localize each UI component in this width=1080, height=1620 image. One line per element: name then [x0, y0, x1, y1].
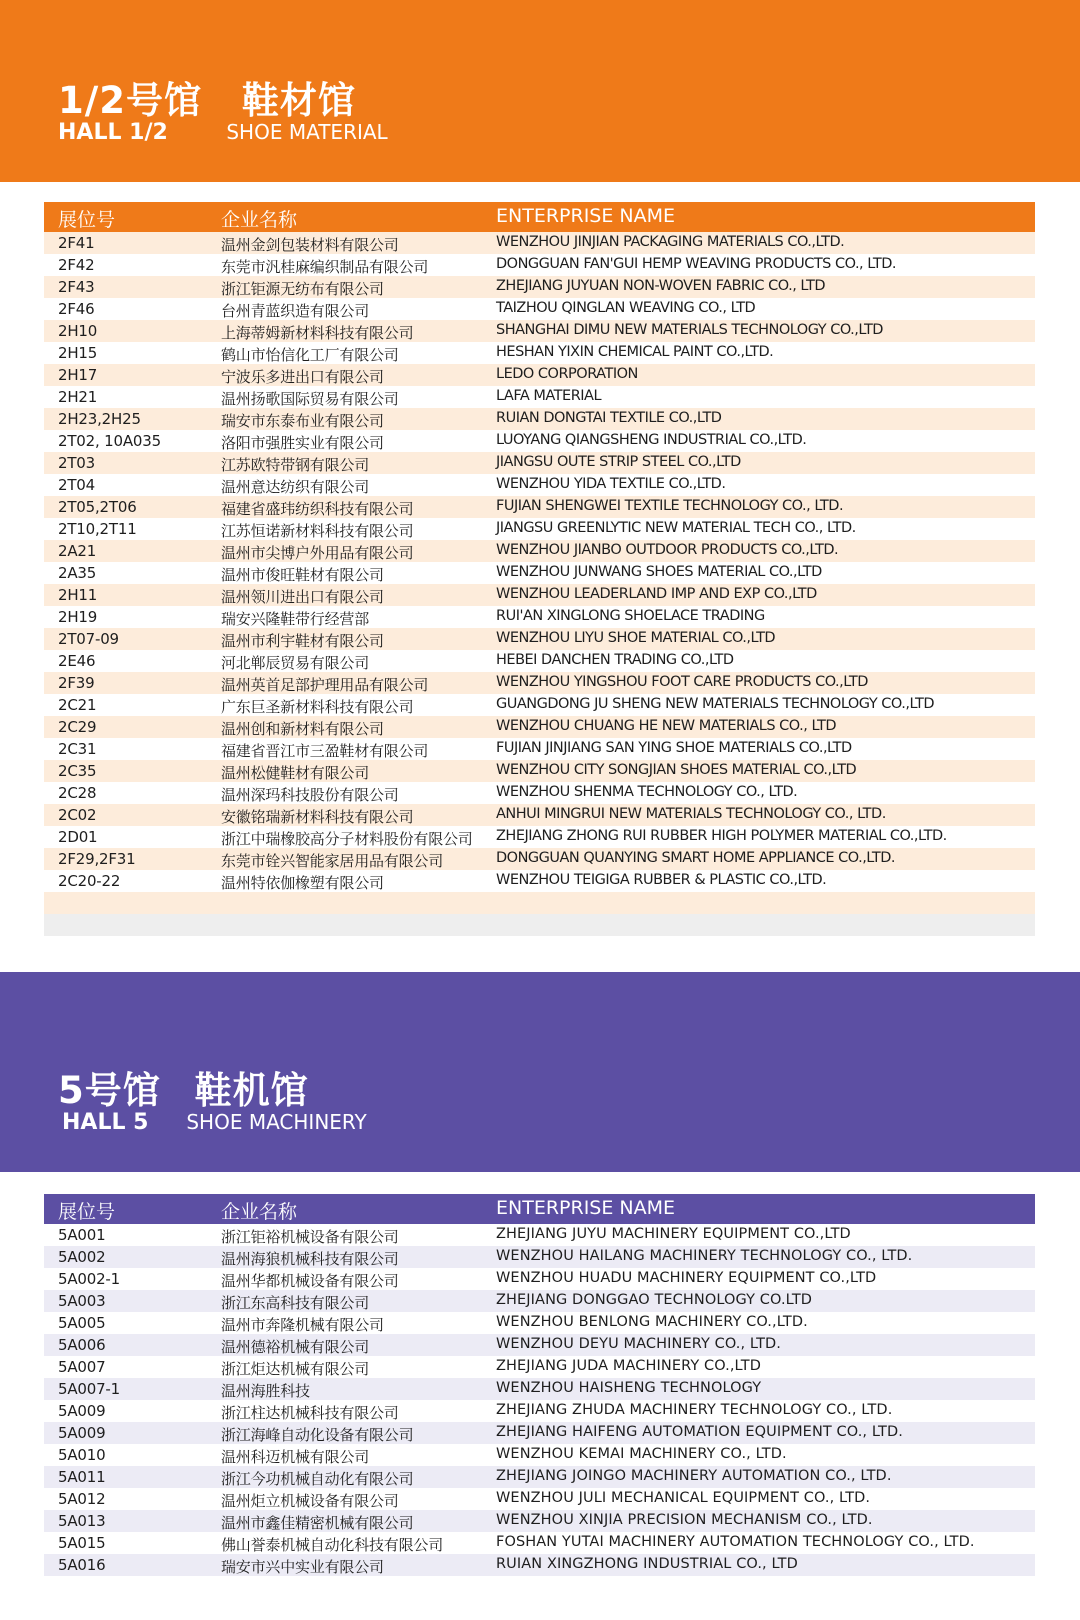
company-name-en: WENZHOU HAILANG MACHINERY TECHNOLOGY CO., LTD.: [496, 1248, 913, 1264]
table-row: [44, 1378, 1035, 1400]
company-name-cn: 瑞安兴隆鞋带行经营部: [221, 610, 370, 628]
hall-5-title-en: [62, 1110, 367, 1135]
company-name-cn: 温州金剑包装材料有限公司: [221, 236, 399, 254]
company-name-cn: 温州德裕机械有限公司: [221, 1338, 370, 1356]
table-row: [44, 1356, 1035, 1378]
booth-number: 2A35: [58, 564, 97, 582]
company-name-en: FOSHAN YUTAI MACHINERY AUTOMATION TECHNOLOGY CO., LTD.: [496, 1534, 975, 1550]
booth-number: 5A007: [58, 1358, 106, 1376]
table-row: [44, 1312, 1035, 1334]
company-name-en: FUJIAN SHENGWEI TEXTILE TECHNOLOGY CO., LTD.: [496, 498, 844, 514]
company-name-cn: 浙江海峰自动化设备有限公司: [221, 1426, 414, 1444]
company-name-cn: 东莞市汎桂麻编织制品有限公司: [221, 258, 429, 276]
header-company-cn: 企业名称: [221, 209, 298, 231]
table-row: [44, 782, 1035, 804]
company-name-en: DONGGUAN FAN'GUI HEMP WEAVING PRODUCTS CO., LTD.: [496, 256, 896, 272]
table-row: [44, 738, 1035, 760]
company-name-en: TAIZHOU QINGLAN WEAVING CO., LTD: [496, 300, 756, 316]
table-row: [44, 474, 1035, 496]
table-row: [44, 870, 1035, 892]
booth-number: 5A007-1: [58, 1380, 120, 1398]
table-row: [44, 1224, 1035, 1246]
hall-5-number-en: HALL 5: [62, 1110, 149, 1135]
company-name-en: WENZHOU XINJIA PRECISION MECHANISM CO., LTD.: [496, 1512, 873, 1528]
company-name-cn: 浙江炬达机械有限公司: [221, 1360, 370, 1378]
header-booth-no: 展位号: [58, 209, 116, 231]
company-name-en: JIANGSU OUTE STRIP STEEL CO.,LTD: [496, 454, 741, 470]
table-row: [44, 430, 1035, 452]
table-row: [44, 826, 1035, 848]
booth-number: 2T10,2T11: [58, 520, 137, 538]
company-name-en: WENZHOU JULI MECHANICAL EQUIPMENT CO., LTD.: [496, 1490, 871, 1506]
table-row: [44, 452, 1035, 474]
table-row: [44, 1334, 1035, 1356]
company-name-cn: 温州华都机械设备有限公司: [221, 1272, 399, 1290]
table-row: [44, 1444, 1035, 1466]
hall-12-number-en: HALL 1/2: [58, 120, 168, 145]
company-name-cn: 江苏欧特带钢有限公司: [221, 456, 370, 474]
company-name-cn: 温州松健鞋材有限公司: [221, 764, 370, 782]
company-name-en: WENZHOU BENLONG MACHINERY CO.,LTD.: [496, 1314, 808, 1330]
company-name-cn: 温州市利宇鞋材有限公司: [221, 632, 384, 650]
company-name-en: WENZHOU JINJIAN PACKAGING MATERIALS CO.,LTD.: [496, 234, 845, 250]
booth-number: 5A005: [58, 1314, 106, 1332]
company-name-en: WENZHOU LEADERLAND IMP AND EXP CO.,LTD: [496, 586, 817, 602]
booth-number: 2C20-22: [58, 872, 121, 890]
company-name-cn: 安徽铭瑞新材料科技有限公司: [221, 808, 414, 826]
table-row: [44, 1554, 1035, 1576]
company-name-en: RUIAN DONGTAI TEXTILE CO.,LTD: [496, 410, 722, 426]
company-name-cn: 温州特依伽橡塑有限公司: [221, 874, 384, 892]
company-name-en: WENZHOU JUNWANG SHOES MATERIAL CO.,LTD: [496, 564, 822, 580]
company-name-cn: 佛山誉泰机械自动化科技有限公司: [221, 1536, 444, 1554]
hall-12-category-cn: 鞋材馆: [241, 79, 356, 122]
table-row: [44, 848, 1035, 870]
table-header: [44, 202, 1035, 232]
company-name-en: WENZHOU HAISHENG TECHNOLOGY: [496, 1380, 762, 1396]
table-row: [44, 364, 1035, 386]
company-name-en: LEDO CORPORATION: [496, 366, 638, 382]
table-row: [44, 1510, 1035, 1532]
company-name-cn: 福建省晋江市三盈鞋材有限公司: [221, 742, 429, 760]
hall-5-category-cn: 鞋机馆: [194, 1069, 309, 1112]
table-row: [44, 320, 1035, 342]
table-row: [44, 1466, 1035, 1488]
booth-number: 2H10: [58, 322, 98, 340]
booth-number: 2H23,2H25: [58, 410, 141, 428]
company-name-cn: 东莞市铨兴智能家居用品有限公司: [221, 852, 444, 870]
table-row: [44, 760, 1035, 782]
table-row: [44, 1532, 1035, 1554]
booth-number: 2H21: [58, 388, 98, 406]
booth-number: 2H15: [58, 344, 98, 362]
company-name-en: ZHEJIANG ZHUDA MACHINERY TECHNOLOGY CO., LTD.: [496, 1402, 893, 1418]
company-name-cn: 温州炬立机械设备有限公司: [221, 1492, 399, 1510]
table-row: [44, 584, 1035, 606]
company-name-cn: 温州英首足部护理用品有限公司: [221, 676, 429, 694]
company-name-cn: 浙江柱达机械科技有限公司: [221, 1404, 399, 1422]
header-company-en: ENTERPRISE NAME: [496, 1197, 676, 1219]
table-row: [44, 254, 1035, 276]
table-row: [44, 672, 1035, 694]
booth-number: 2A21: [58, 542, 97, 560]
hall-12-title-cn: [58, 70, 356, 124]
hall-5-title-cn: [58, 1060, 309, 1114]
company-name-en: ANHUI MINGRUI NEW MATERIALS TECHNOLOGY CO., LTD.: [496, 806, 886, 822]
company-name-cn: 洛阳市强胜实业有限公司: [221, 434, 384, 452]
company-name-en: ZHEJIANG JOINGO MACHINERY AUTOMATION CO., LTD.: [496, 1468, 892, 1484]
booth-number: 2H11: [58, 586, 98, 604]
booth-number: 2F39: [58, 674, 95, 692]
company-name-en: HEBEI DANCHEN TRADING CO.,LTD: [496, 652, 734, 668]
booth-number: 2F42: [58, 256, 95, 274]
booth-number: 2T07-09: [58, 630, 119, 648]
company-name-en: WENZHOU CITY SONGJIAN SHOES MATERIAL CO.,LTD: [496, 762, 857, 778]
company-name-cn: 温州深玛科技股份有限公司: [221, 786, 399, 804]
table-row: [44, 1422, 1035, 1444]
company-name-en: FUJIAN JINJIANG SAN YING SHOE MATERIALS CO.,LTD: [496, 740, 852, 756]
booth-number: 5A015: [58, 1534, 106, 1552]
booth-number: 2T04: [58, 476, 95, 494]
company-name-en: WENZHOU TEIGIGA RUBBER & PLASTIC CO.,LTD.: [496, 872, 827, 888]
company-name-cn: 温州意达纺织有限公司: [221, 478, 370, 496]
table-blank-row: [44, 914, 1035, 936]
hall-12-category-en: SHOE MATERIAL: [226, 120, 388, 144]
company-name-cn: 温州科迈机械有限公司: [221, 1448, 370, 1466]
booth-number: 5A011: [58, 1468, 106, 1486]
table-row: [44, 276, 1035, 298]
hall-5-rows: [44, 1224, 1035, 1576]
company-name-cn: 广东巨圣新材料科技有限公司: [221, 698, 414, 716]
table-row: [44, 1400, 1035, 1422]
booth-number: 5A002-1: [58, 1270, 120, 1288]
booth-number: 2T02, 10A035: [58, 432, 161, 450]
booth-number: 2C35: [58, 762, 97, 780]
table-row: [44, 232, 1035, 254]
hall-12-banner: [0, 0, 1080, 182]
company-name-en: HESHAN YIXIN CHEMICAL PAINT CO.,LTD.: [496, 344, 774, 360]
hall-5-category-en: SHOE MACHINERY: [186, 1110, 367, 1134]
booth-number: 2C28: [58, 784, 97, 802]
booth-number: 2T03: [58, 454, 95, 472]
booth-number: 2C21: [58, 696, 97, 714]
booth-number: 2F43: [58, 278, 95, 296]
table-row: [44, 1246, 1035, 1268]
company-name-cn: 浙江钜源无纺布有限公司: [221, 280, 384, 298]
table-row: [44, 562, 1035, 584]
booth-number: 5A012: [58, 1490, 106, 1508]
company-name-cn: 温州市俊旺鞋材有限公司: [221, 566, 384, 584]
company-name-en: ZHEJIANG JUDA MACHINERY CO.,LTD: [496, 1358, 761, 1374]
company-name-cn: 鹤山市怡信化工厂有限公司: [221, 346, 399, 364]
company-name-cn: 温州扬歌国际贸易有限公司: [221, 390, 399, 408]
hall-5-exhibitor-table: [44, 1194, 1035, 1576]
booth-number: 5A009: [58, 1402, 106, 1420]
company-name-en: ZHEJIANG JUYUAN NON-WOVEN FABRIC CO., LTD: [496, 278, 826, 294]
company-name-cn: 浙江今功机械自动化有限公司: [221, 1470, 414, 1488]
table-row: [44, 804, 1035, 826]
company-name-en: SHANGHAI DIMU NEW MATERIALS TECHNOLOGY CO.,LTD: [496, 322, 883, 338]
company-name-en: LUOYANG QIANGSHENG INDUSTRIAL CO.,LTD.: [496, 432, 807, 448]
company-name-cn: 江苏恒诺新材料科技有限公司: [221, 522, 414, 540]
company-name-en: ZHEJIANG ZHONG RUI RUBBER HIGH POLYMER MATERIAL CO.,LTD.: [496, 828, 947, 844]
company-name-cn: 温州市奔隆机械有限公司: [221, 1316, 384, 1334]
table-row: [44, 298, 1035, 320]
booth-number: 5A003: [58, 1292, 106, 1310]
company-name-en: WENZHOU JIANBO OUTDOOR PRODUCTS CO.,LTD.: [496, 542, 839, 558]
company-name-en: WENZHOU HUADU MACHINERY EQUIPMENT CO.,LTD: [496, 1270, 877, 1286]
company-name-cn: 台州青蓝织造有限公司: [221, 302, 370, 320]
company-name-en: RUIAN XINGZHONG INDUSTRIAL CO., LTD: [496, 1556, 798, 1572]
booth-number: 5A009: [58, 1424, 106, 1442]
booth-number: 5A001: [58, 1226, 106, 1244]
header-company-en: ENTERPRISE NAME: [496, 205, 676, 227]
table-row: [44, 1290, 1035, 1312]
booth-number: 2D01: [58, 828, 98, 846]
company-name-cn: 温州创和新材料有限公司: [221, 720, 384, 738]
booth-number: 2C29: [58, 718, 97, 736]
company-name-en: WENZHOU CHUANG HE NEW MATERIALS CO., LTD: [496, 718, 837, 734]
company-name-cn: 浙江东高科技有限公司: [221, 1294, 370, 1312]
table-row: [44, 408, 1035, 430]
company-name-cn: 上海蒂姆新材料科技有限公司: [221, 324, 414, 342]
booth-number: 2C02: [58, 806, 97, 824]
company-name-en: WENZHOU LIYU SHOE MATERIAL CO.,LTD: [496, 630, 776, 646]
table-row: [44, 540, 1035, 562]
company-name-en: WENZHOU KEMAI MACHINERY CO., LTD.: [496, 1446, 787, 1462]
table-row: [44, 1268, 1035, 1290]
company-name-cn: 温州海胜科技: [221, 1382, 310, 1400]
hall-12-title-en: [58, 120, 388, 145]
hall-12-rows: [44, 232, 1035, 892]
table-row: [44, 342, 1035, 364]
table-row: [44, 518, 1035, 540]
booth-number: 5A006: [58, 1336, 106, 1354]
table-row: [44, 628, 1035, 650]
table-row: [44, 694, 1035, 716]
booth-number: 2F41: [58, 234, 95, 252]
booth-number: 2H17: [58, 366, 98, 384]
company-name-en: WENZHOU DEYU MACHINERY CO., LTD.: [496, 1336, 782, 1352]
header-company-cn: 企业名称: [221, 1201, 298, 1223]
table-blank-row: [44, 892, 1035, 914]
hall-12-number-cn: 1/2号馆: [58, 79, 203, 122]
booth-number: 2H19: [58, 608, 98, 626]
table-header: [44, 1194, 1035, 1224]
company-name-cn: 福建省盛玮纺织科技有限公司: [221, 500, 414, 518]
company-name-en: ZHEJIANG DONGGAO TECHNOLOGY CO.LTD: [496, 1292, 813, 1308]
company-name-cn: 浙江钜裕机械设备有限公司: [221, 1228, 399, 1246]
company-name-en: ZHEJIANG HAIFENG AUTOMATION EQUIPMENT CO., LTD.: [496, 1424, 903, 1440]
company-name-cn: 温州市鑫佳精密机械有限公司: [221, 1514, 414, 1532]
table-row: [44, 1488, 1035, 1510]
booth-number: 5A013: [58, 1512, 106, 1530]
table-row: [44, 716, 1035, 738]
table-row: [44, 386, 1035, 408]
company-name-en: RUI'AN XINGLONG SHOELACE TRADING: [496, 608, 765, 624]
table-row: [44, 496, 1035, 518]
company-name-en: WENZHOU YINGSHOU FOOT CARE PRODUCTS CO.,LTD: [496, 674, 868, 690]
table-row: [44, 650, 1035, 672]
company-name-en: GUANGDONG JU SHENG NEW MATERIALS TECHNOLOGY CO.,LTD: [496, 696, 935, 712]
hall-12-exhibitor-table: [44, 202, 1035, 936]
company-name-en: LAFA MATERIAL: [496, 388, 602, 404]
company-name-en: JIANGSU GREENLYTIC NEW MATERIAL TECH CO., LTD.: [496, 520, 856, 536]
company-name-cn: 瑞安市兴中实业有限公司: [221, 1558, 384, 1576]
company-name-en: DONGGUAN QUANYING SMART HOME APPLIANCE CO.,LTD.: [496, 850, 896, 866]
company-name-cn: 温州领川进出口有限公司: [221, 588, 384, 606]
company-name-en: WENZHOU YIDA TEXTILE CO.,LTD.: [496, 476, 726, 492]
booth-number: 5A002: [58, 1248, 106, 1266]
table-row: [44, 606, 1035, 628]
company-name-en: ZHEJIANG JUYU MACHINERY EQUIPMENT CO.,LTD: [496, 1226, 851, 1242]
hall-5-banner: [0, 972, 1080, 1172]
company-name-cn: 温州海狼机械科技有限公司: [221, 1250, 399, 1268]
company-name-cn: 浙江中瑞橡胶高分子材料股份有限公司: [221, 830, 473, 848]
header-booth-no: 展位号: [58, 1201, 116, 1223]
booth-number: 5A016: [58, 1556, 106, 1574]
booth-number: 2F46: [58, 300, 95, 318]
booth-number: 2F29,2F31: [58, 850, 136, 868]
booth-number: 5A010: [58, 1446, 106, 1464]
company-name-cn: 温州市尖博户外用品有限公司: [221, 544, 414, 562]
company-name-cn: 宁波乐多进出口有限公司: [221, 368, 384, 386]
company-name-en: WENZHOU SHENMA TECHNOLOGY CO., LTD.: [496, 784, 798, 800]
booth-number: 2T05,2T06: [58, 498, 137, 516]
company-name-cn: 瑞安市东泰布业有限公司: [221, 412, 384, 430]
booth-number: 2E46: [58, 652, 96, 670]
booth-number: 2C31: [58, 740, 97, 758]
hall-5-number-cn: 5号馆: [58, 1069, 161, 1112]
company-name-cn: 河北郸辰贸易有限公司: [221, 654, 370, 672]
